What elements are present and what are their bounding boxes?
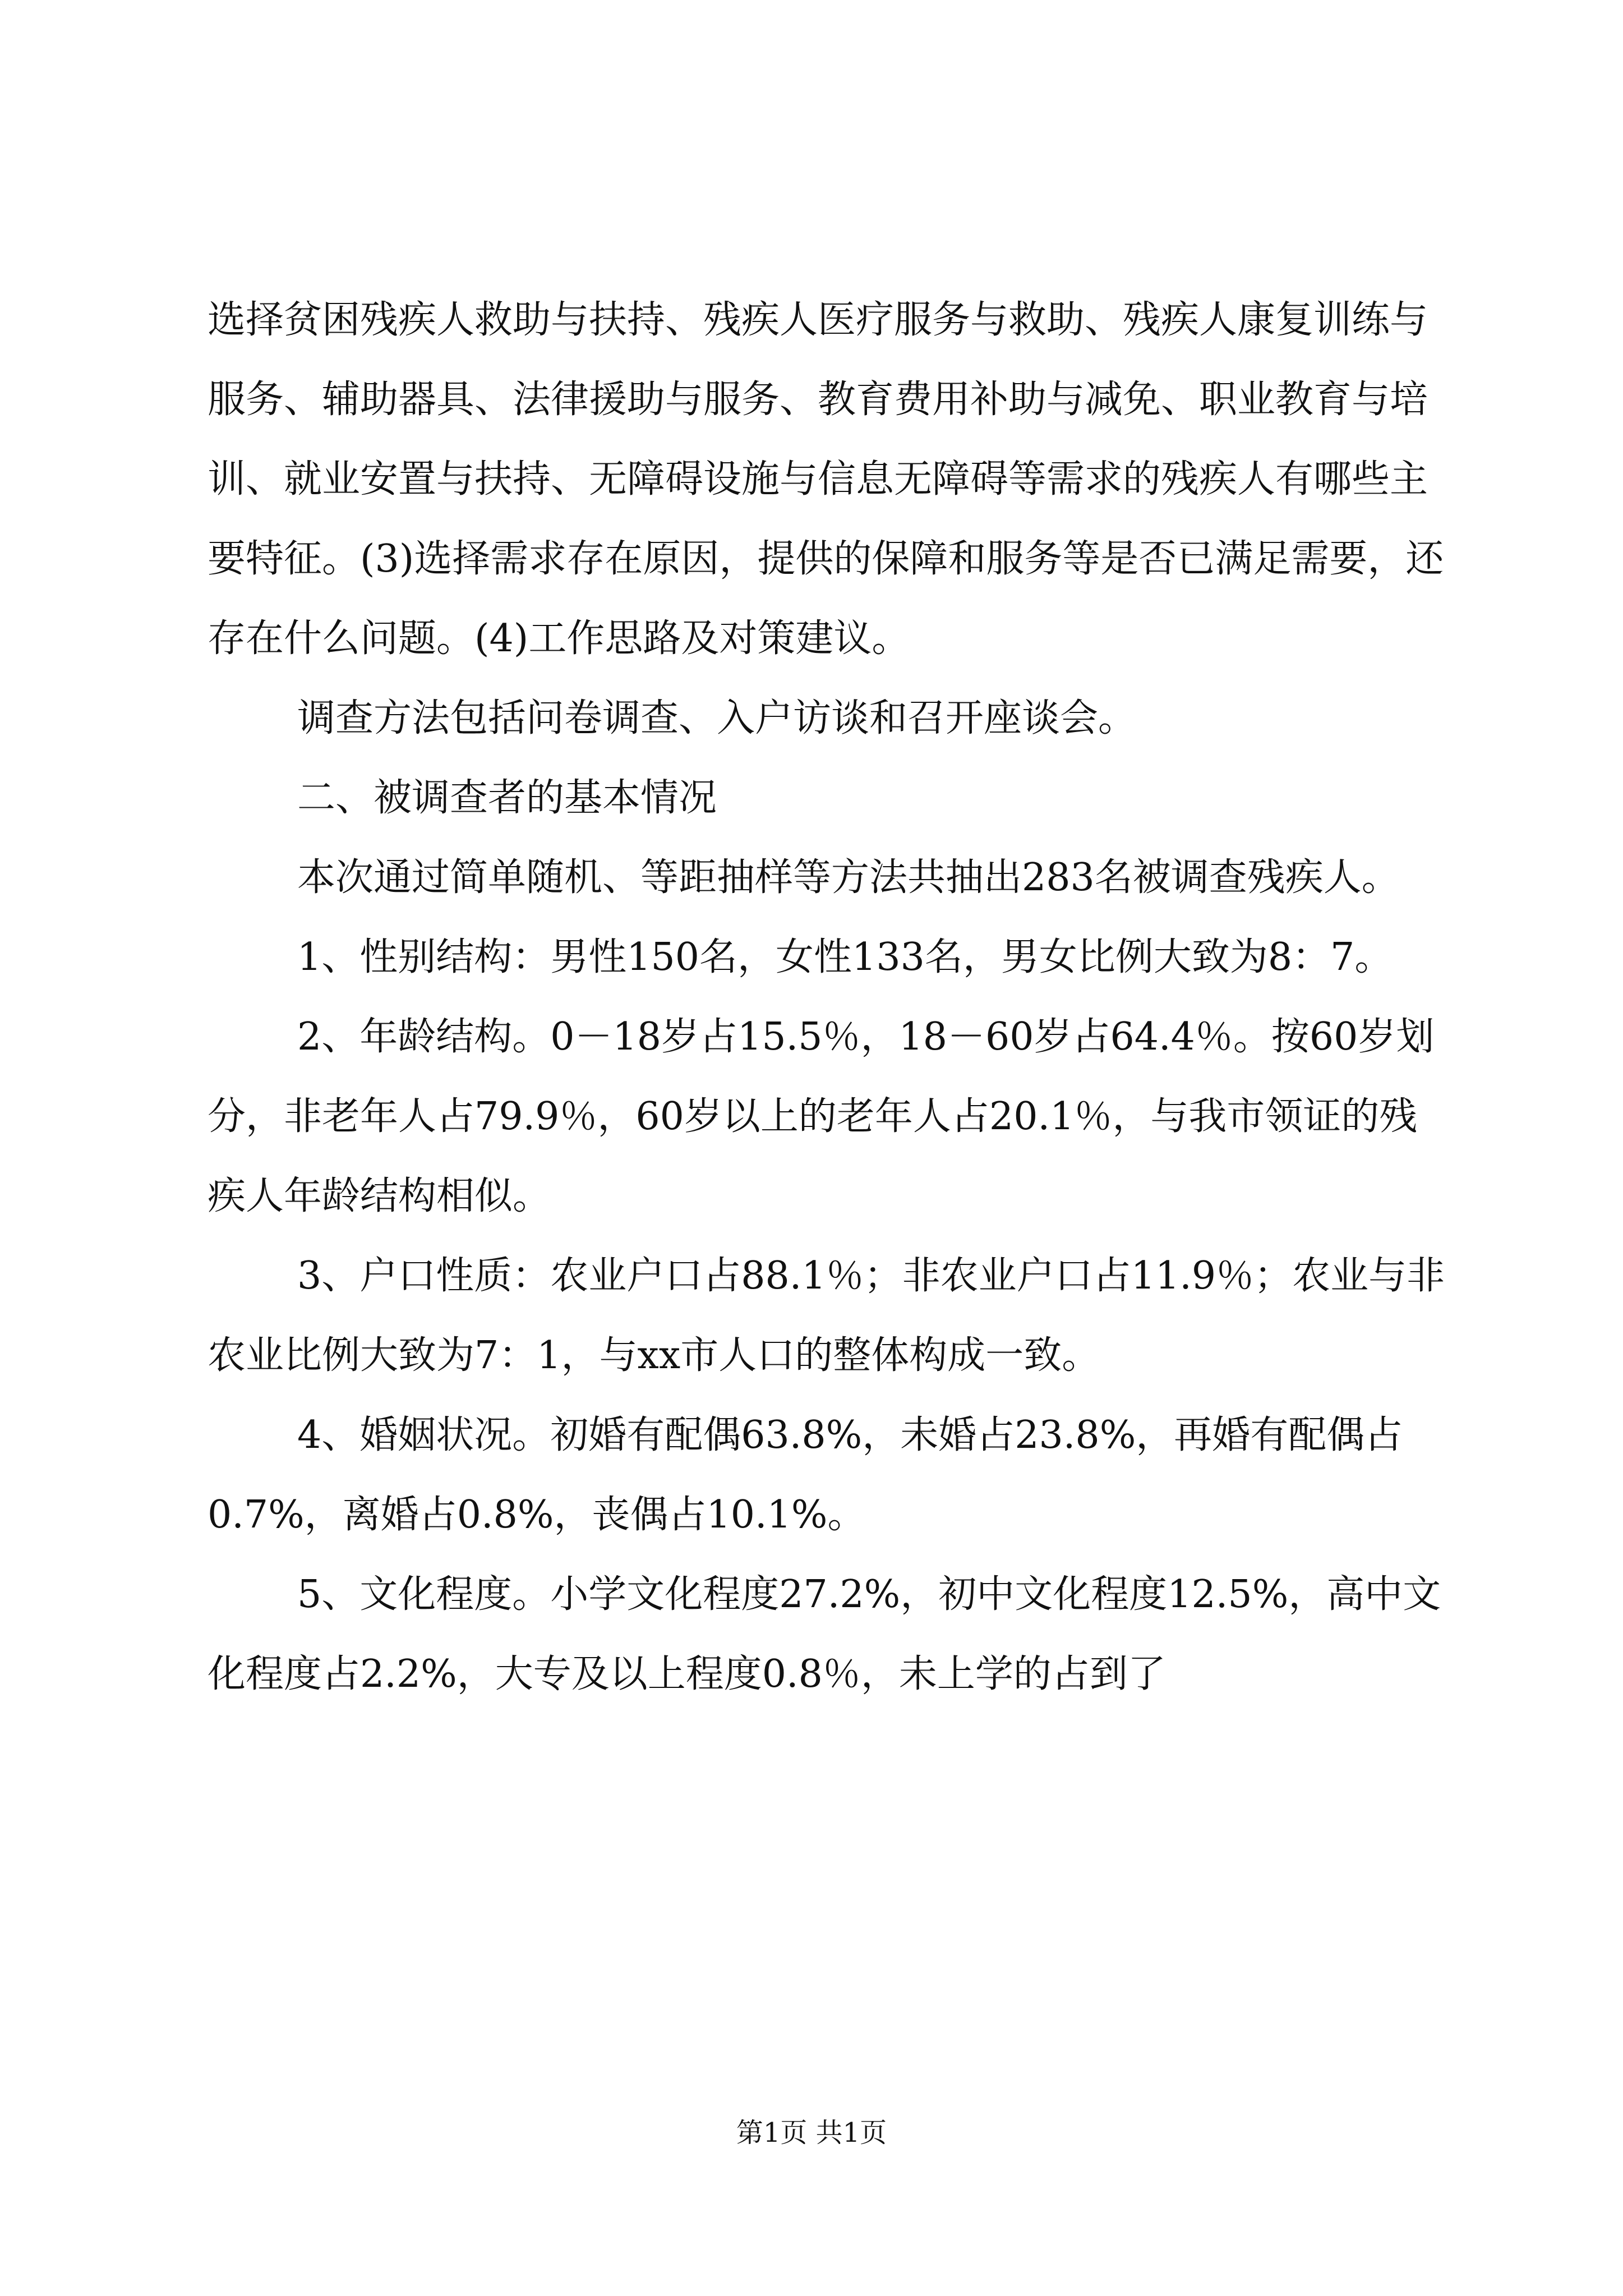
- paragraph-age: 2、年龄结构。0－18岁占15.5％，18－60岁占64.4％。按60岁划分，非老年人占79.9％，60岁以上的老年人占20.1％，与我市领证的残疾人年龄结构相似。: [208, 1015, 1435, 1218]
- paragraph-survey-methods: 调查方法包括问卷调查、入户访谈和召开座谈会。: [297, 696, 1137, 740]
- paragraph-household: 3、户口性质：农业户口占88.1％；非农业户口占11.9％；农业与非农业比例大致为7：1，与xx市人口的整体构成一致。: [208, 1254, 1445, 1378]
- paragraph-marital: 4、婚姻状况。初婚有配偶63.8%，未婚占23.8%，再婚有配偶占0.7%，离婚占0.8%，丧偶占10.1%。: [208, 1413, 1403, 1537]
- document-body: [208, 280, 1453, 1714]
- paragraph-sample: 本次通过简单随机、等距抽样等方法共抽出283名被调查残疾人。: [297, 855, 1400, 900]
- paragraph-education: 5、文化程度。小学文化程度27.2%，初中文化程度12.5%，高中文化程度占2.2%，大专及以上程度0.8％，未上学的占到了: [208, 1572, 1441, 1696]
- paragraph-continuation: 选择贫困残疾人救助与扶持、残疾人医疗服务与救助、残疾人康复训练与服务、辅助器具、法律援助与服务、教育费用补助与减免、职业教育与培训、就业安置与扶持、无障碍设施与信息无障碍等需求的残疾人有哪些主要特征。(3)选择需求存在原因，提供的保障和服务等是否已满足需要，还存在什么问题。(4)工作思路及对策建议。: [208, 298, 1444, 661]
- section-heading-basic-info: 二、被调查者的基本情况: [297, 776, 717, 820]
- paragraph-gender: 1、性别结构：男性150名，女性133名，男女比例大致为8：7。: [297, 935, 1393, 979]
- page-footer: 第1页 共1页: [736, 2117, 887, 2148]
